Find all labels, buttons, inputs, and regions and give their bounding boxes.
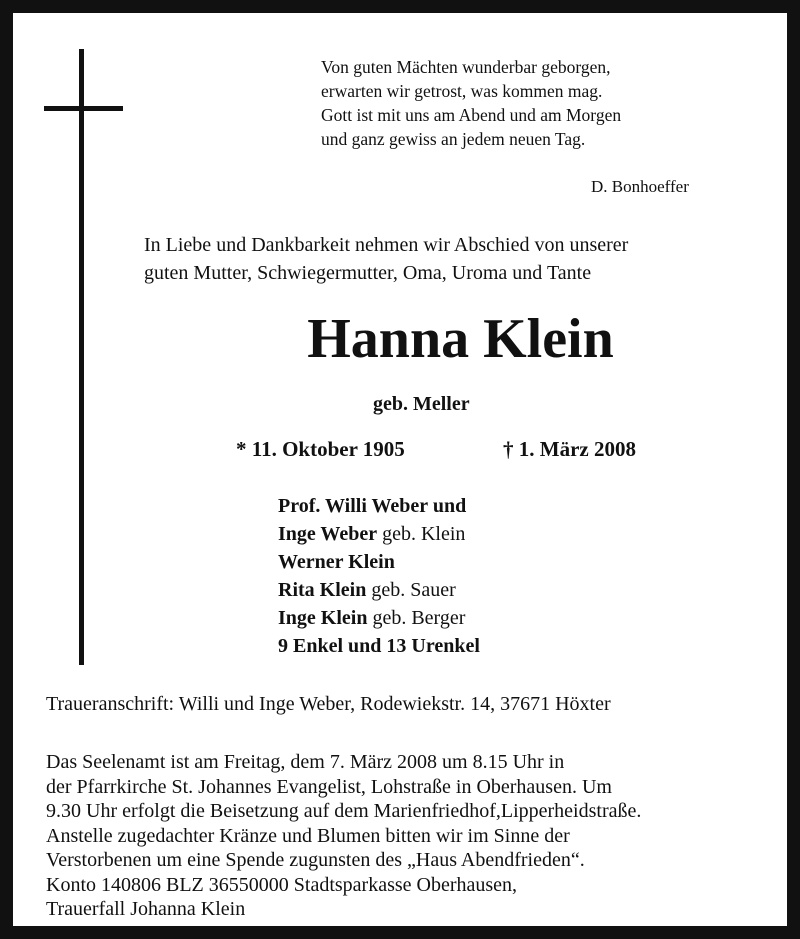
death-date: † 1. März 2008: [503, 437, 636, 461]
mourners-list: [278, 492, 480, 660]
intro-line: In Liebe und Dankbarkeit nehmen wir Abschied von unserer: [144, 234, 629, 256]
poem-line: Von guten Mächten wunderbar geborgen,: [321, 57, 611, 77]
mourner-note: geb. Sauer: [366, 579, 456, 601]
mourner-name: 9 Enkel und 13 Urenkel: [278, 635, 480, 657]
intro-line: guten Mutter, Schwiegermutter, Oma, Uroma und Tante: [144, 262, 592, 284]
mourner-name: Rita Klein: [278, 579, 367, 601]
mourner-row: [278, 492, 480, 520]
mourning-address: Traueranschrift: Willi und Inge Weber, Rodewiekstr. 14, 37671 Höxter: [46, 693, 611, 715]
mourner-row: [278, 548, 480, 576]
mourner-name: Prof. Willi Weber und: [278, 495, 467, 517]
service-line: Anstelle zugedachter Kränze und Blumen bitten wir im Sinne der: [46, 824, 570, 847]
intro-text: [144, 231, 628, 287]
mourner-row: [278, 576, 480, 604]
mourner-row: [278, 632, 480, 660]
mourner-name: Werner Klein: [278, 551, 395, 573]
service-line: der Pfarrkirche St. Johannes Evangelist, Lohstraße in Oberhausen. Um: [46, 775, 612, 798]
poem-line: erwarten wir getrost, was kommen mag.: [321, 81, 603, 101]
poem-line: Gott ist mit uns am Abend und am Morgen: [321, 105, 622, 125]
service-info: [46, 750, 641, 922]
poem-author: D. Bonhoeffer: [591, 177, 689, 196]
birth-name: geb. Meller: [373, 393, 470, 415]
mourner-name: Inge Klein: [278, 607, 368, 629]
mourner-row: [278, 520, 480, 548]
mourner-note: geb. Klein: [377, 523, 466, 545]
mourner-row: [278, 604, 480, 632]
poem-line: und ganz gewiss an jedem neuen Tag.: [321, 129, 586, 149]
service-line: Trauerfall Johanna Klein: [46, 898, 246, 920]
service-line: Konto 140806 BLZ 36550000 Stadtsparkasse Oberhausen,: [46, 873, 518, 896]
poem: [321, 55, 621, 151]
cross-icon-bar: [44, 106, 123, 111]
deceased-name: Hanna Klein: [307, 308, 614, 370]
service-line: Verstorbenen um eine Spende zugunsten des „Haus Abendfrieden“.: [46, 849, 585, 871]
mourner-note: geb. Berger: [367, 607, 466, 629]
birth-date: * 11. Oktober 1905: [236, 437, 405, 461]
service-line: Das Seelenamt ist am Freitag, dem 7. März 2008 um 8.15 Uhr in: [46, 751, 565, 773]
service-line: 9.30 Uhr erfolgt die Beisetzung auf dem Marienfriedhof,Lipperheidstraße.: [46, 800, 642, 822]
mourner-name: Inge Weber: [278, 523, 378, 545]
